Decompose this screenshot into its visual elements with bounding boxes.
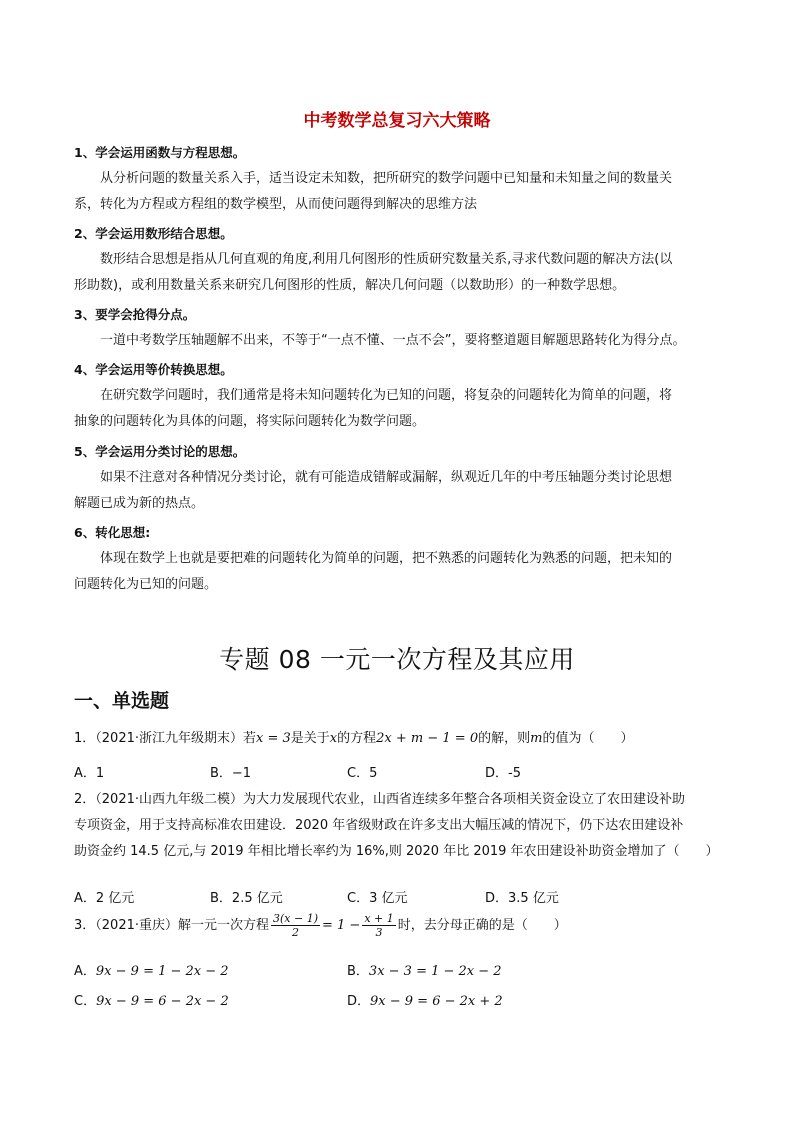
strategy-paragraph-3 — [74, 328, 724, 354]
strategy-line: 体现在数学上也就是要把难的问题转化为简单的问题，把不熟悉的问题转化为熟悉的问题，把未知的 — [100, 551, 673, 566]
strategy-line: 在研究数学问题时，我们通常是将未知问题转化为已知的问题，将复杂的问题转化为简单的问题，将 — [100, 388, 673, 403]
math-variable: m — [530, 731, 543, 746]
strategy-paragraph-2 — [74, 247, 724, 299]
strategy-heading-4: 4、学会运用等价转换思想。 — [74, 362, 233, 377]
math-variable: x — [329, 731, 338, 746]
fraction — [362, 912, 395, 939]
strategy-heading-2: 2、学会运用数形结合思想。 — [74, 226, 233, 241]
strategy-paragraph-1 — [74, 166, 724, 218]
option-b — [347, 960, 502, 979]
fraction-denominator: 3 — [375, 926, 383, 939]
question-2 — [74, 787, 734, 865]
option-c — [74, 990, 229, 1009]
question-text: 的解，则 — [478, 731, 531, 746]
fraction — [271, 912, 320, 939]
strategy-line: 系，转化为方程或方程组的数学模型，从而使问题得到解决的思维方法 — [74, 197, 478, 212]
strategy-paragraph-4 — [74, 383, 724, 435]
question-text: 1．（2021·浙江九年级期末）若 — [74, 731, 256, 746]
strategy-line: 问题转化为已知的问题。 — [74, 577, 218, 592]
strategy-heading-6: 6、转化思想: — [74, 525, 151, 540]
strategy-line: 从分析问题的数量关系入手，适当设定未知数，把所研究的数学问题中已知量和未知量之间的数量关 — [100, 171, 673, 186]
option-b: B．−1 — [210, 766, 252, 781]
math-expression: 3x − 3 = 1 − 2x − 2 — [368, 964, 502, 979]
option-a — [74, 960, 229, 979]
option-b: B．2.5 亿元 — [210, 891, 283, 906]
fraction-numerator: x + 1 — [364, 912, 394, 925]
option-d — [347, 990, 503, 1009]
section-heading: 一、单选题 — [74, 690, 170, 712]
fraction-denominator: 2 — [292, 926, 299, 939]
question-3 — [74, 912, 734, 939]
question-text: 时，去分母正确的是（ ） — [397, 918, 567, 933]
strategy-heading-5: 5、学会运用分类讨论的思想。 — [74, 444, 246, 459]
strategy-heading-3: 3、要学会抢得分点。 — [74, 307, 196, 322]
strategy-paragraph-6 — [74, 546, 724, 598]
question-text: 是关于 — [290, 731, 330, 746]
question-text: 的方程 — [337, 731, 377, 746]
option-a: A．2 亿元 — [74, 891, 135, 906]
math-expression: 2x + m − 1 = 0 — [376, 731, 479, 746]
strategy-line: 抽象的问题转化为具体的问题，将实际问题转化为数学问题。 — [74, 414, 426, 429]
option-label: D． — [347, 994, 371, 1009]
option-c: C．3 亿元 — [347, 891, 408, 906]
option-d: D．-5 — [485, 766, 521, 781]
option-label: C． — [74, 994, 97, 1009]
question-text: 的值为（ ） — [542, 731, 634, 746]
math-expression: 9x − 9 = 1 − 2x − 2 — [95, 964, 229, 979]
strategy-line: 数形结合思想是指从几何直观的角度,利用几何图形的性质研究数量关系,寻求代数问题的解决方法(以 — [100, 252, 673, 267]
strategy-paragraph-5 — [74, 465, 724, 517]
math-expression: = 1 − — [322, 918, 361, 933]
strategy-line: 解题已成为新的热点。 — [74, 496, 205, 511]
strategy-heading-1: 1、学会运用函数与方程思想。 — [74, 145, 246, 160]
option-a: A．1 — [74, 766, 105, 781]
question-line: 专项资金，用于支持高标准农田建设．2020 年省级财政在许多支出大幅压减的情况下，仍下达农田建设补 — [74, 818, 684, 833]
fraction-numerator: 3(x − 1) — [273, 912, 318, 925]
math-expression: x = 3 — [256, 731, 291, 746]
option-c: C．5 — [347, 766, 378, 781]
math-expression: 9x − 9 = 6 − 2x − 2 — [96, 994, 229, 1009]
strategy-line: 形助数)，或利用数量关系来研究几何图形的性质，解决几何问题（以数助形）的一种数学思想。 — [74, 278, 626, 293]
question-line: 2．（2021·山西九年级二模）为大力发展现代农业，山西省连续多年整合各项相关资金设立了农田建设补助 — [74, 792, 685, 807]
option-label: A． — [74, 964, 96, 979]
topic-title: 专题 08 一元一次方程及其应用 — [219, 645, 575, 674]
strategy-line: 一道中考数学压轴题解不出来，不等于“一点不懂、一点不会”，要将整道题目解题思路转化为得分点。 — [100, 333, 686, 348]
question-line: 助资金约 14.5 亿元,与 2019 年相比增长率约为 16%,则 2020 年比 2019 年农田建设补助资金增加了（ ） — [74, 844, 719, 859]
math-expression: 9x − 9 = 6 − 2x + 2 — [370, 994, 503, 1009]
option-label: B． — [347, 964, 369, 979]
strategy-title: 中考数学总复习六大策略 — [303, 111, 491, 131]
question-text: 3．（2021·重庆）解一元一次方程 — [74, 918, 269, 933]
question-1 — [74, 726, 734, 752]
option-d: D．3.5 亿元 — [485, 891, 559, 906]
strategy-line: 如果不注意对各种情况分类讨论，就有可能造成错解或漏解，纵观近几年的中考压轴题分类讨论思想 — [100, 470, 673, 485]
